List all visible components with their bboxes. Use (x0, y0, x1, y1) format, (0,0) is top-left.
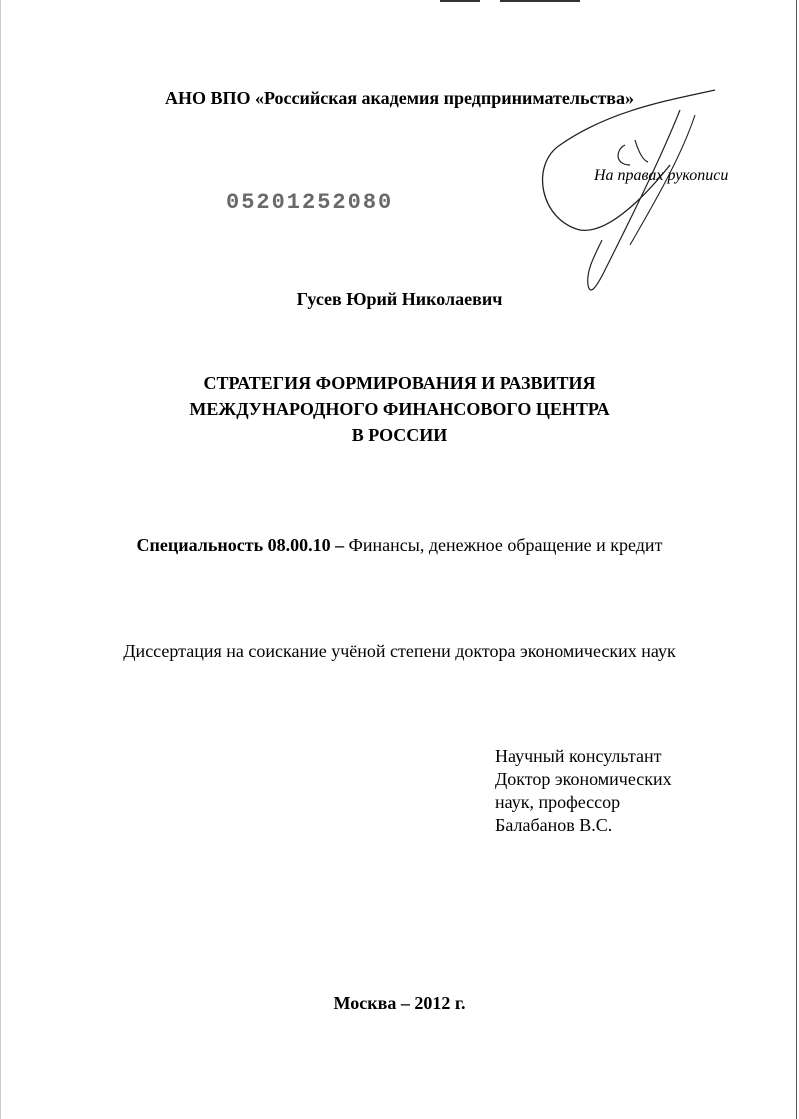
scan-mark (500, 0, 580, 2)
consultant-line: Доктор экономических (495, 769, 672, 789)
scan-edge (796, 0, 797, 1119)
specialty-value: Финансы, денежное обращение и кредит (344, 535, 663, 555)
title-line: СТРАТЕГИЯ ФОРМИРОВАНИЯ И РАЗВИТИЯ (203, 373, 596, 393)
consultant-line: Балабанов В.С. (495, 815, 613, 835)
author-name: Гусев Юрий Николаевич (296, 289, 503, 309)
dissertation-degree: Диссертация на соискание учёной степени доктора экономических наук (123, 641, 676, 661)
specialty-label: Специальность 08.00.10 – (136, 535, 345, 555)
specialty (0, 535, 799, 556)
scan-edge (0, 0, 1, 1119)
registration-code: 05201252080 (226, 190, 394, 215)
organization-name: АНО ВПО «Российская академия предпринимательства» (164, 88, 635, 108)
scientific-consultant (495, 745, 672, 837)
title-line: МЕЖДУНАРОДНОГО ФИНАНСОВОГО ЦЕНТРА (189, 399, 610, 419)
dissertation-title (0, 370, 799, 448)
title-line: В РОССИИ (351, 425, 448, 445)
consultant-line: Научный консультант (495, 746, 662, 766)
consultant-line: наук, профессор (495, 792, 621, 812)
city-year: Москва – 2012 г. (333, 993, 466, 1013)
scan-mark (440, 0, 480, 2)
rights-note: На правах рукописи (594, 167, 729, 184)
signature-icon (520, 70, 740, 310)
